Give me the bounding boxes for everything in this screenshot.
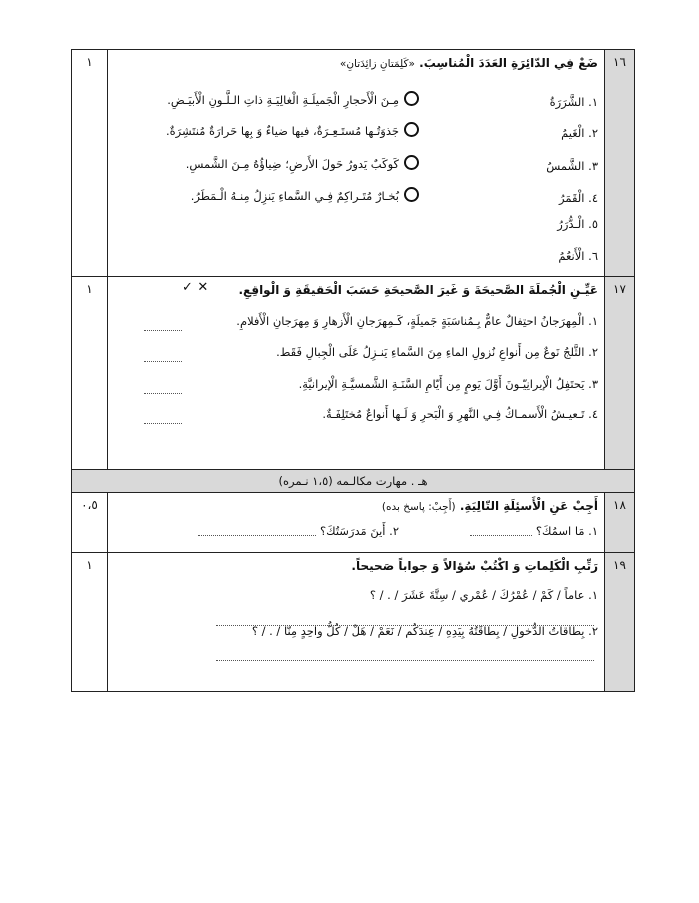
answer-circle[interactable] bbox=[404, 155, 419, 170]
word-6: ٦. الْأَنعُمُ bbox=[558, 249, 598, 263]
sentence-2 bbox=[276, 342, 598, 362]
definition-text: كَوكَبٌ يَدورُ حَولَ الأَرضِ؛ ضِياؤُهُ مِـنَ الشَّمسِ. bbox=[185, 157, 399, 171]
sentence-text: ١. الْمِهرَجانُ احتِفالٌ عامٌّ بِـمُناسَبَةٍ جَميلَةٍ، كَـمِهرَجانِ الْأَزهارِ وَ مِهرَجانِ الْأَفلامِ. bbox=[236, 314, 598, 328]
question-19 bbox=[72, 553, 634, 691]
answer-blank[interactable] bbox=[198, 525, 316, 536]
question-score: ١ bbox=[72, 50, 108, 276]
sentence-text: ٣. يَحتَفِلُ الْإيرانِيّـونَ أَوَّلَ يَومٍ مِن أَيّامِ السَّنَـةِ الشَّمسيَّـةِ الْإيرانيَّةِ. bbox=[298, 377, 598, 391]
title-text: أَجِبْ عَنِ الْأَسئِلَةِ التّالِيَةِ. bbox=[459, 499, 598, 513]
sentence-text: ٢. الثَّلجُ نَوعٌ مِن أَنواعِ نُزولِ الماءِ مِنَ السَّماءِ يَنـزِلُ عَلَى الْجِبالِ فَقَط. bbox=[276, 345, 598, 359]
sentence-1 bbox=[236, 311, 598, 331]
definition-text: بُخـارٌ مُتَـراكِمٌ فِـي السَّماءِ يَنزِلُ مِنـهُ الْـمَطَرُ. bbox=[190, 189, 399, 203]
conversation-question-1 bbox=[470, 521, 598, 541]
question-number: ١٩ bbox=[604, 553, 634, 691]
question-number: ١٦ bbox=[604, 50, 634, 276]
question-16 bbox=[72, 50, 634, 277]
definition-1 bbox=[167, 90, 419, 110]
question-text: ٢. أَينَ مَدرَسَتُكَ؟ bbox=[320, 524, 399, 538]
definition-4 bbox=[191, 186, 419, 206]
definition-text: جَذوَتُـها مُستَـعِـرَةٌ، فيها ضياءٌ وَ بِها حَرارَةٌ مُنتَشِرَةٌ. bbox=[165, 124, 399, 138]
question-content bbox=[108, 277, 604, 469]
exam-sheet bbox=[71, 49, 635, 692]
question-content bbox=[108, 493, 604, 552]
answer-blank[interactable] bbox=[144, 378, 182, 397]
question-content bbox=[108, 553, 604, 691]
question-title: عَيِّـنِ الْجُملَةَ الصَّحيحَةَ وَ غَيرَ الصَّحيحَةِ حَسَبَ الْحَقيقَةِ وَ الْواقِعِ. bbox=[238, 283, 598, 297]
section-header bbox=[72, 470, 634, 493]
conversation-question-2 bbox=[198, 521, 399, 541]
answer-circle[interactable] bbox=[404, 91, 419, 106]
question-number: ١٧ bbox=[604, 277, 634, 469]
question-text: ١. مَا اسمُكَ؟ bbox=[535, 524, 598, 538]
word-2: ٢. الْغَيمُ bbox=[561, 126, 598, 140]
answer-circle[interactable] bbox=[404, 122, 419, 137]
answer-line-2[interactable] bbox=[216, 645, 594, 664]
word-4: ٤. الْقَمَرُ bbox=[558, 191, 598, 205]
sentence-3 bbox=[299, 374, 598, 394]
answer-blank[interactable] bbox=[144, 315, 182, 334]
question-score: ١ bbox=[72, 277, 108, 469]
answer-circle[interactable] bbox=[404, 187, 419, 202]
question-content bbox=[108, 50, 604, 276]
question-title bbox=[114, 53, 598, 74]
true-false-marks: ✓ ✕ bbox=[182, 280, 209, 295]
question-18 bbox=[72, 493, 634, 553]
question-17 bbox=[72, 277, 634, 470]
title-note: (أَجِبْ: پاسخ بده) bbox=[381, 501, 456, 513]
definition-2 bbox=[166, 121, 419, 141]
sentence-4 bbox=[322, 404, 598, 424]
word-3: ٣. الشَّمسُ bbox=[546, 159, 598, 173]
sentence-text: ٤. تَـعيـشُ الْأَسمـاكُ فِـي النَّهرِ وَ الْبَحرِ وَ لَـها أَنواعٌ مُختَلِفَـةٌ. bbox=[322, 407, 598, 421]
definition-3 bbox=[186, 154, 419, 174]
answer-blank[interactable] bbox=[470, 525, 532, 536]
answer-blank[interactable] bbox=[144, 408, 182, 427]
question-title bbox=[114, 496, 598, 517]
answer-blank[interactable] bbox=[144, 346, 182, 365]
word-1: ١. الشَّرَرَةُ bbox=[549, 95, 598, 109]
question-score: ٠،٥ bbox=[72, 493, 108, 552]
question-score: ١ bbox=[72, 553, 108, 691]
question-number: ١٨ bbox=[604, 493, 634, 552]
question-title: رَتِّبِ الْكَلِماتِ وَ اكْتُبْ سُؤالاً وَ جواباً صَحيحاً. bbox=[351, 559, 598, 573]
definition-text: مِـنَ الْأَحجارِ الْجَميلَـةِ الْغالِيَـةِ ذاتِ الـلَّـونِ الْأَبيَـضِ. bbox=[167, 93, 399, 107]
arrange-item-1: ١. عاماً / كَمْ / عُمْرُكَ / عُمْري / سِتَّةَ عَشَرَ / . / ؟ bbox=[369, 588, 598, 602]
title-note: «كَلِمَتانِ زائِدَتانِ» bbox=[339, 58, 415, 70]
title-text: ضَعْ فِي الدّائِرَةِ العَدَدَ الْمُناسِبَ. bbox=[419, 56, 598, 70]
section-title: هـ . مهارت مکالـمه (١،٥ نـمره) bbox=[278, 474, 428, 488]
arrange-item-2: ٢. بِطاقاتُ الدُّخولِ / بِطاقَتُهُ بِيَدِهِ / عِندَكُم / نَعَمْ / هَلْ / كُلُّ واحِدٍ مِنّا / . / ؟ bbox=[251, 624, 598, 638]
word-5: ٥. الْـدُّرَرُ bbox=[557, 217, 598, 231]
